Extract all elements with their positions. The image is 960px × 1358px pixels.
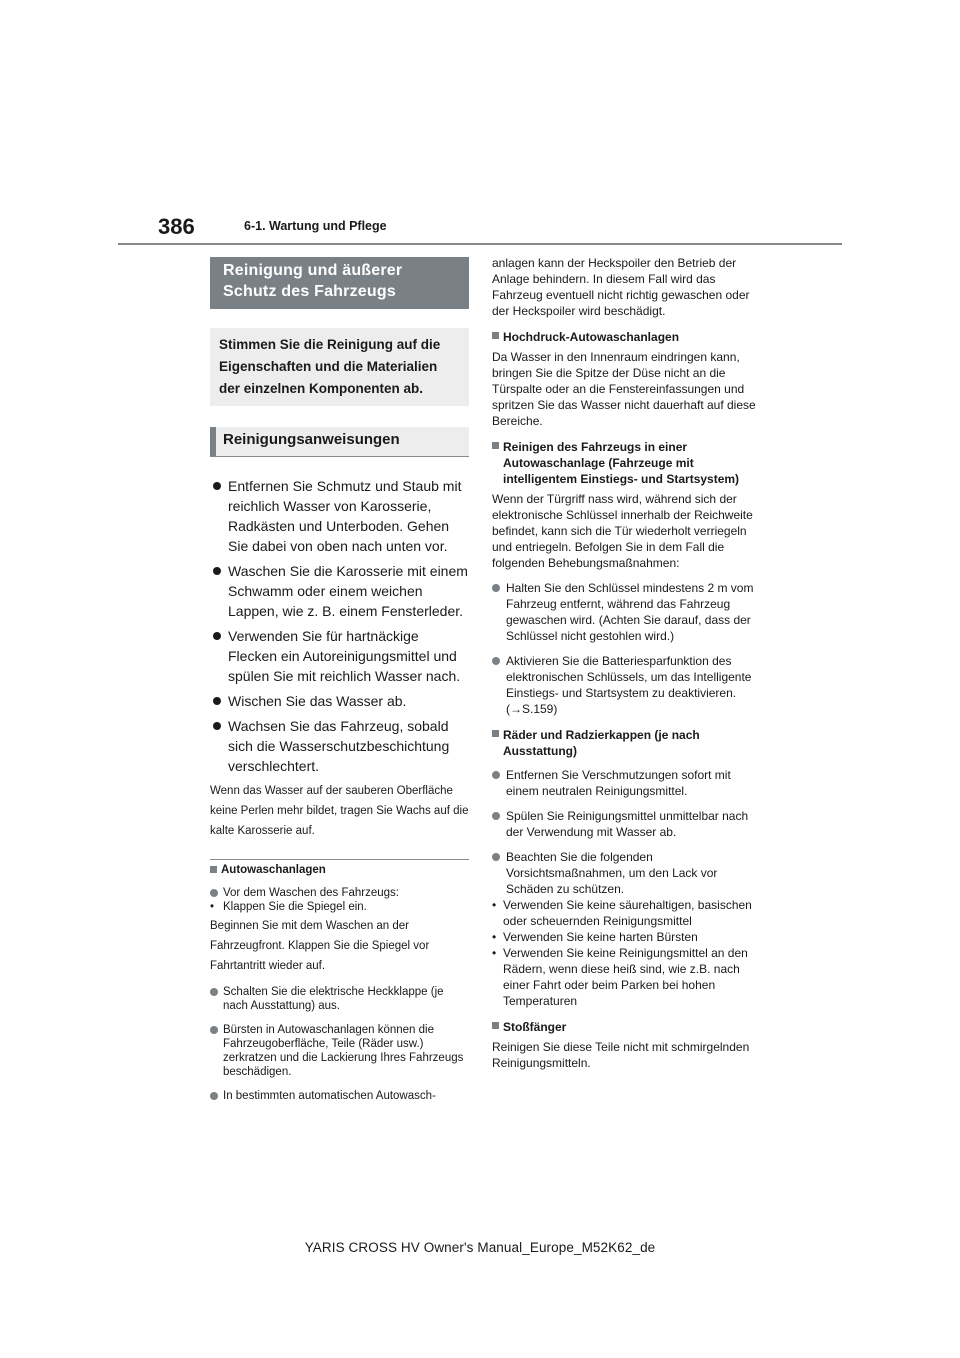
high-pressure-text: Da Wasser in den Innenraum eindringen kann, bringen Sie die Spitze der Düse nicht an die Türspalte oder an die Fenstereinfassungen und spritzen Sie das Wasser nicht dauerhaft auf diese Bereiche. [492, 350, 756, 428]
section-divider [210, 859, 469, 860]
wheels-sub-item: • Verwenden Sie keine harten Bürsten [492, 929, 757, 945]
car-wash-item-text: In bestimmten automatischen Autowasch- [223, 1090, 436, 1102]
list-item: Verwenden Sie für hartnäckige Flecken ein Autoreinigungsmittel und spülen Sie mit reichlich Wasser nach. [210, 626, 469, 686]
high-pressure-heading: Hochdruck-Autowaschanlagen [492, 329, 757, 345]
header-divider [118, 243, 842, 245]
list-item: Entfernen Sie Schmutz und Staub mit reichlich Wasser von Karosserie, Radkästen und Unterboden. Gehen Sie dabei von oben nach unten vor. [210, 476, 469, 556]
car-wash-item: Vor dem Waschen des Fahrzeugs: [210, 886, 469, 900]
wheels-item: Entfernen Sie Verschmutzungen sofort mit einem neutralen Reinigungsmittel. [492, 767, 757, 799]
wax-note: Wenn das Wasser auf der sauberen Oberfläche keine Perlen mehr bildet, tragen Sie Wachs auf die kalte Karosserie auf. [210, 785, 469, 837]
topic-title: Reinigung und äußerer Schutz des Fahrzeugs [210, 257, 469, 309]
list-item: Wachsen Sie das Fahrzeug, sobald sich die Wasserschutzbeschichtung verschlechtert. [210, 716, 469, 776]
wheels-sub-item: • Verwenden Sie keine säurehaltigen, basischen oder scheuernden Reinigungsmittel [492, 897, 757, 929]
cleaning-steps [210, 476, 469, 776]
chapter-header: 6-1. Wartung und Pflege [244, 219, 387, 233]
wheels-item: Spülen Sie Reinigungsmittel unmittelbar nach der Verwendung mit Wasser ab. [492, 808, 757, 840]
section-heading: Reinigungsanweisungen [210, 427, 469, 457]
car-wash-item: Bürsten in Autowaschanlagen können die Fahrzeugoberfläche, Teile (Räder usw.) zerkratzen und die Lackierung Ihres Fahrzeugs beschädigen. [210, 1023, 469, 1079]
car-wash-item-continuation: anlagen kann der Heckspoiler den Betrieb der Anlage behindern. In diesem Fall wird das Fahrzeug eventuell nicht richtig gewaschen oder der Heckspoiler wird beschädigt. [492, 256, 750, 318]
bumper-text: Reinigen Sie diese Teile nicht mit schmirgelnden Reinigungsmitteln. [492, 1040, 750, 1070]
list-item: Waschen Sie die Karosserie mit einem Schwamm oder einem weichen Lappen, wie z. B. einem Fensterleder. [210, 561, 469, 621]
left-column [210, 257, 469, 1103]
smart-key-item: Halten Sie den Schlüssel mindestens 2 m vom Fahrzeug entfernt, während das Fahrzeug gewaschen wird. (Achten Sie darauf, dass der Schlüssel nicht gestohlen wird.) [492, 580, 757, 644]
page-number: 386 [158, 214, 195, 239]
wheels-sub-item: • Verwenden Sie keine Reinigungsmittel an den Rädern, wenn diese heiß sind, wie z.B. nach einer Fahrt oder beim Parken bei hohen Temperaturen [492, 945, 757, 1009]
right-column [492, 255, 757, 1071]
car-wash-item: Schalten Sie die elektrische Heckklappe (je nach Ausstattung) aus. [210, 985, 469, 1013]
smart-key-item: Aktivieren Sie die Batteriesparfunktion des elektronischen Schlüssels, um das Intelligente Einstiegs- und Startsystem zu deaktivieren. (→S.159) [492, 653, 757, 717]
bumper-heading: Stoßfänger [492, 1019, 757, 1035]
car-wash-sub-item [210, 900, 469, 914]
intro-box: Stimmen Sie die Reinigung auf die Eigenschaften und die Materialien der einzelnen Komponenten ab. [210, 328, 469, 406]
car-wash-heading: Autowaschanlagen [210, 863, 469, 878]
wheels-item: Beachten Sie die folgenden Vorsichtsmaßnahmen, um den Lack vor Schäden zu schützen. [492, 849, 757, 897]
car-wash-paragraph: Beginnen Sie mit dem Waschen an der Fahrzeugfront. Klappen Sie die Spiegel vor Fahrtantritt wieder auf. [210, 920, 430, 972]
smart-key-heading: Reinigen des Fahrzeugs in einer Autowaschanlage (Fahrzeuge mit intelligentem Einstiegs- und Startsystem) [492, 439, 757, 487]
car-wash-item [210, 1089, 469, 1103]
smart-key-text: Wenn der Türgriff nass wird, während sich der elektronische Schlüssel innerhalb der Reichweite befindet, kann sich die Tür wiederholt verriegeln und entriegeln. Befolgen Sie in dem Fall die folgenden Behebungsmaßnahmen: [492, 492, 753, 570]
sub-item-text: Klappen Sie die Spiegel ein. [223, 901, 367, 913]
wheels-heading: Räder und Radzierkappen (je nach Ausstattung) [492, 727, 757, 759]
list-item: Wischen Sie das Wasser ab. [210, 691, 469, 711]
page-footer: YARIS CROSS HV Owner's Manual_Europe_M52K62_de [304, 1240, 656, 1255]
